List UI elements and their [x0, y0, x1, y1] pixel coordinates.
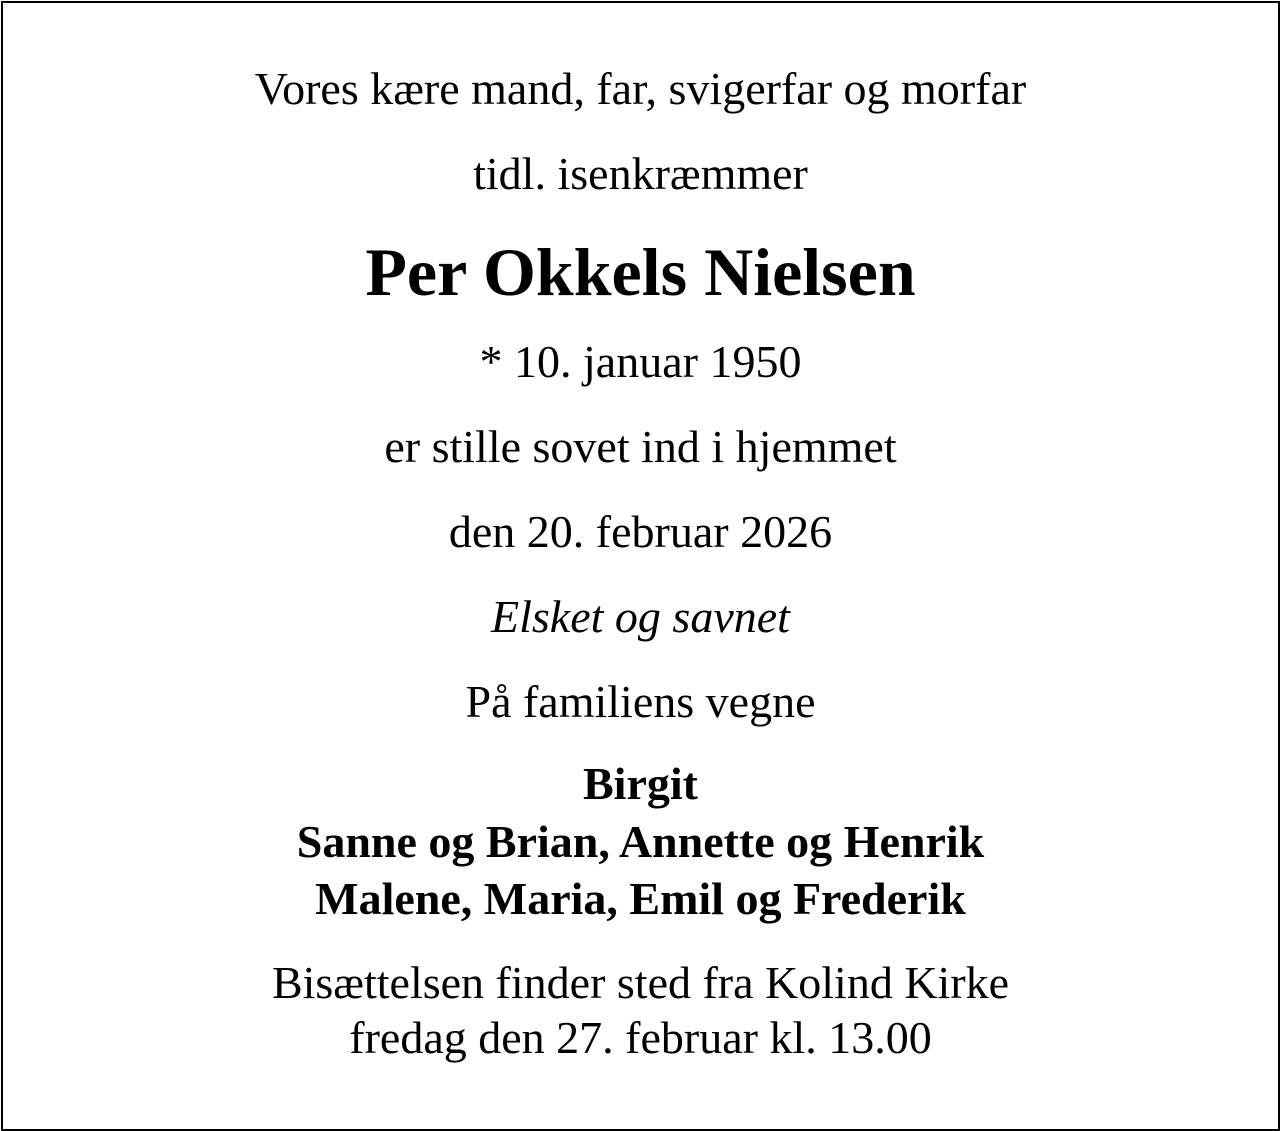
birth-date: * 10. januar 1950 [479, 336, 802, 387]
occupation-line: tidl. isenkræmmer [473, 148, 808, 199]
tagline: Elsket og savnet [491, 591, 790, 642]
funeral-location: Bisættelsen finder sted fra Kolind Kirke [271, 957, 1010, 1008]
funeral-time: fredag den 27. februar kl. 13.00 [349, 1012, 932, 1063]
family-line-3: Malene, Maria, Emil og Frederik [315, 873, 966, 924]
on-behalf-line: På familiens vegne [465, 676, 816, 727]
death-statement: er stille sovet ind i hjemmet [384, 421, 897, 472]
death-date: den 20. februar 2026 [448, 506, 833, 557]
intro-line: Vores kære mand, far, svigerfar og morfar [254, 63, 1027, 114]
deceased-name: Per Okkels Nielsen [365, 234, 916, 310]
family-line-2: Sanne og Brian, Annette og Henrik [296, 816, 985, 867]
family-line-1: Birgit [583, 758, 698, 809]
obituary-notice [1, 1, 1280, 1131]
